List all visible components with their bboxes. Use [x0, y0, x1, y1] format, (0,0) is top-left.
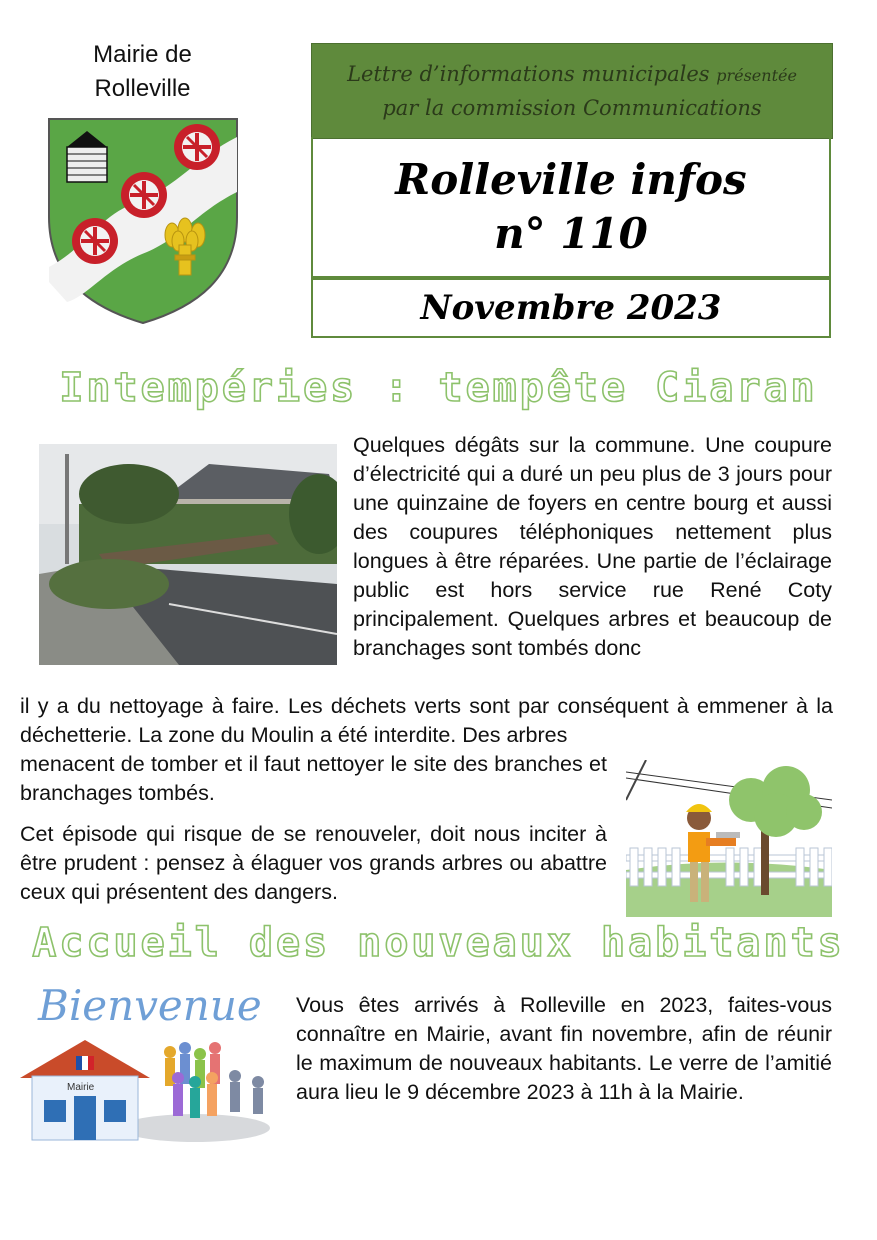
mairie-label — [60, 38, 225, 106]
coat-of-arms-icon — [47, 117, 239, 325]
welcome-illustration — [20, 978, 282, 1148]
mill-wheel-icon — [121, 172, 167, 218]
header-tagline-box — [311, 43, 833, 139]
newsletter-title — [311, 137, 831, 277]
issue-date: Novembre 2023 — [420, 288, 722, 328]
mill-wheel-icon — [72, 218, 118, 264]
issue-date-box — [311, 278, 831, 338]
tagline-line1-text: Lettre d’informations municipales — [347, 61, 710, 86]
mairie-line2: Rolleville — [94, 75, 191, 102]
storm-paragraph-2: menacent de tomber et il faut nettoyer le site des branches et branchages tombés. — [20, 752, 607, 805]
house-label: Mairie — [67, 1082, 95, 1093]
lumberjack-illustration — [626, 760, 832, 917]
tagline-line1-small: présentée — [716, 65, 797, 85]
tagline-line2: par la commission Communications — [382, 95, 762, 120]
issue-number: n° 110 — [494, 209, 648, 258]
section-heading-welcome: Accueil des nouveaux habitants — [32, 920, 845, 966]
tagline-line1 — [347, 58, 797, 92]
section-heading-storm: Intempéries : tempête Ciaran — [59, 365, 818, 411]
welcome-word: Bienvenue — [38, 981, 262, 1030]
mill-wheel-icon — [174, 124, 220, 170]
welcome-paragraph: Vous êtes arrivés à Rolleville en 2023, faites-vous connaître en Mairie, avant fin novembre, afin de réunir le maximum de nouveaux habitants. Le verre de l’amitié aura lieu le 9 décembre 2023 à 11h à la Mairie. — [296, 993, 832, 1104]
storm-photo — [39, 444, 337, 665]
title-line1: Rolleville infos — [395, 155, 747, 204]
storm-paragraph-wrapped: Quelques dégâts sur la commune. Une coupure d’électricité qui a duré un peu plus de 3 jours pour une quinzaine de foyers en centre bourg et aussi des coupures téléphoniques nettement plus longues à être réparées. Une partie de l’éclairage public est hors service rue René Coty principalement. Quelques arbres et beaucoup de branchages sont tombés donc — [353, 433, 832, 660]
mairie-line1: Mairie de — [93, 41, 192, 68]
storm-paragraph-3: Cet épisode qui risque de se renouveler, doit nous inciter à être prudent : pensez à élaguer vos grands arbres ou abattre ceux qui présentent des dangers. — [20, 822, 607, 904]
storm-paragraph-full: il y a du nettoyage à faire. Les déchets verts sont par conséquent à emmener à la déchetterie. La zone du Moulin a été interdite. Des arbres — [20, 694, 833, 747]
